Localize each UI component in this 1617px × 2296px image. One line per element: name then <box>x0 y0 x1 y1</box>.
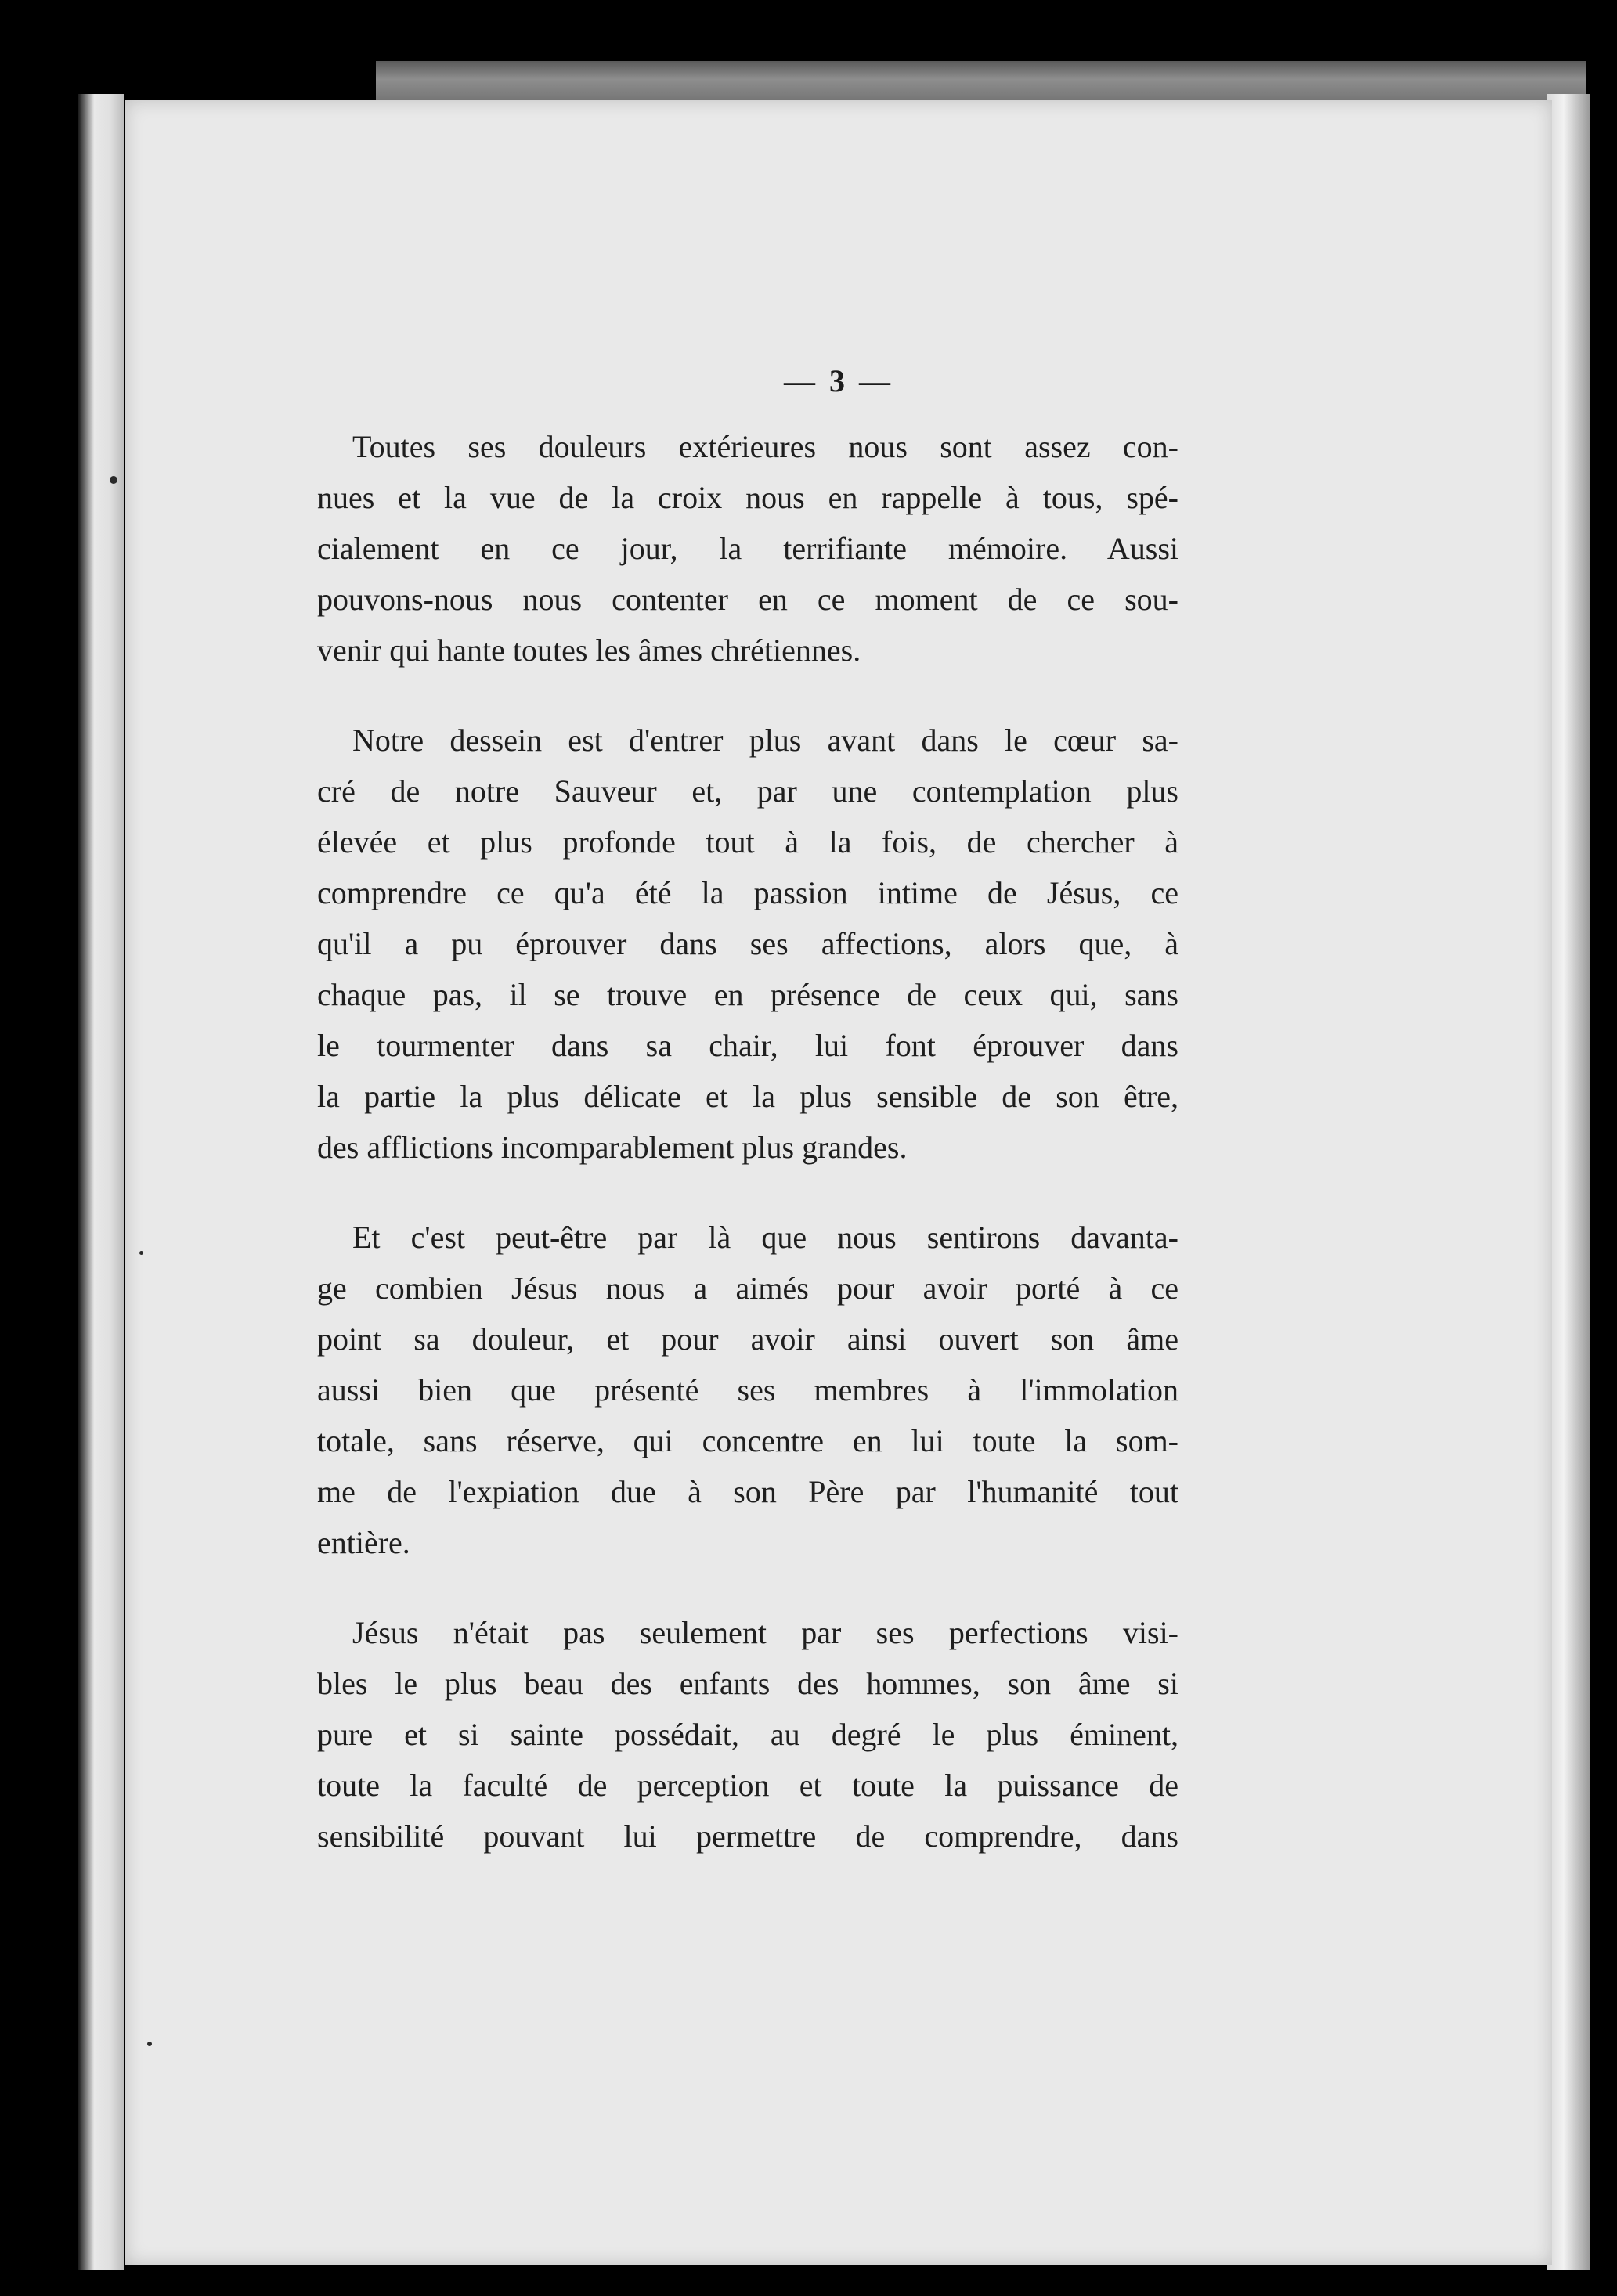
text-line: Et c'est peut-être par là que nous sentirons davanta- <box>352 1220 1178 1255</box>
margin-speck <box>147 2042 152 2046</box>
text-line: le tourmenter dans sa chair, lui font éprouver dans <box>317 1028 1178 1063</box>
text-line: venir qui hante toutes les âmes chrétiennes. <box>317 633 861 668</box>
text-line: nues et la vue de la croix nous en rappelle à tous, spé- <box>317 480 1178 515</box>
text-line: des afflictions incomparablement plus grandes. <box>317 1130 908 1165</box>
text-line: entière. <box>317 1525 410 1560</box>
text-line: totale, sans réserve, qui concentre en lui toute la som- <box>317 1423 1178 1458</box>
text-line: élevée et plus profonde tout à la fois, de chercher à <box>317 824 1178 860</box>
text-line: bles le plus beau des enfants des hommes, son âme si <box>317 1666 1178 1701</box>
text-line: qu'il a pu éprouver dans ses affections, alors que, à <box>317 926 1178 961</box>
body-text <box>317 421 1178 1901</box>
text-line: pouvons-nous nous contenter en ce moment de ce sou- <box>317 582 1178 617</box>
text-line: Toutes ses douleurs extérieures nous sont assez con- <box>352 429 1178 464</box>
text-line: la partie la plus délicate et la plus sensible de son être, <box>317 1079 1178 1114</box>
text-line: sensibilité pouvant lui permettre de comprendre, dans <box>317 1818 1178 1854</box>
text-line: Jésus n'était pas seulement par ses perfections visi- <box>352 1615 1178 1650</box>
book-page <box>125 100 1552 2265</box>
text-line: chaque pas, il se trouve en présence de ceux qui, sans <box>317 977 1178 1012</box>
paragraph-2 <box>317 715 1178 1173</box>
page-number: — 3 — <box>784 363 893 398</box>
margin-speck <box>110 476 117 484</box>
paragraph-3 <box>317 1212 1178 1568</box>
text-line: point sa douleur, et pour avoir ainsi ouvert son âme <box>317 1321 1178 1357</box>
text-line: toute la faculté de perception et toute la puissance de <box>317 1768 1178 1803</box>
margin-speck <box>139 1251 143 1255</box>
text-line: cré de notre Sauveur et, par une contemplation plus <box>317 773 1178 809</box>
text-line: Notre dessein est d'entrer plus avant dans le cœur sa- <box>352 723 1178 758</box>
text-line: pure et si sainte possédait, au degré le plus éminent, <box>317 1717 1178 1752</box>
text-line: ge combien Jésus nous a aimés pour avoir porté à ce <box>317 1271 1178 1306</box>
book-gutter <box>78 94 124 2270</box>
paragraph-1 <box>317 421 1178 676</box>
text-line: me de l'expiation due à son Père par l'humanité tout <box>317 1474 1178 1509</box>
book-right-edge <box>1547 94 1590 2270</box>
text-line: comprendre ce qu'a été la passion intime de Jésus, ce <box>317 875 1178 910</box>
text-line: cialement en ce jour, la terrifiante mémoire. Aussi <box>317 531 1178 566</box>
text-line: aussi bien que présenté ses membres à l'immolation <box>317 1372 1178 1408</box>
paragraph-4 <box>317 1607 1178 1862</box>
